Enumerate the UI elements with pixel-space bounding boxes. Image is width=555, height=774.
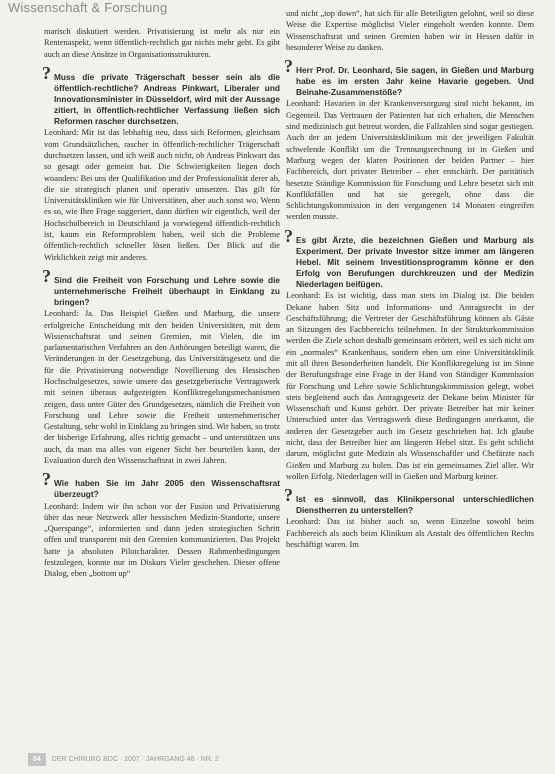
answer-paragraph: Leonhard: Indem wir ihn schon vor der Fusion und Privatisierung über das neue Netzwerk aller hessischen Medizin-Standorte, unsere „Querspange“, informierten und dann jeden strategischen Schritt offen und transparent mit den Gremien kommunizierten. Das Projekt hatte ja absoluten Pilotcharakter. Dessen Rahmenbedingungen festzulegen, konnte nur im Diskurs Vieler geschehen. Dieser offene Dialog, eben „bottom up“ <box>44 501 280 579</box>
page-number: 84 <box>28 753 46 766</box>
answer-paragraph: Leonhard: Es ist wichtig, dass man stets im Dialog ist. Die beiden Dekane haben Sitz und Informations- und Antragsrecht in der Geschäftsführung; die Vertreter der Geschäftsführung können als Gäste an Sitzungen des Fachbereichs teilnehmen. In der Strukturkommission werden die Ziele schon deshalb gemeinsam erörtert, weil es sich nicht um ein „normales“ Krankenhaus, sondern eben um eine Universitätsklinik mit all ihren Besonderheiten handelt. Die Konfliktregelung ist im Sinne der Berufungsfrage eine Frage in der Hand von Ständiger Kommission für Forschung und Lehre sowie Schlichtungskommission gelegt, wobei stets begleitend auch das Antragsgesetz der Dekane beim Minister für Wissenschaft und Kunst gehört. Der private Betreiber hat mir keiner Unterschied unter das Vertragswerk diese Bedingungen anerkannt, die anderen der Gesetzgeber auch im Gesetz geschrieben hat. Ich glaube nicht, dass der Betreiber hier am längeren Hebel sitzt. Es geht schlicht darum, möglichst gute Medizin als Wissenschaftler und Chefärzte nach Gießen und Marburg zu holen. Das ist ein gemeinsames Ziel aller. Wir wollen Erfolg. Niederlagen will in Gießen und Marburg keiner. <box>286 291 534 481</box>
left-column <box>44 26 280 580</box>
interview-question <box>42 62 280 127</box>
paragraph-gap <box>44 263 280 275</box>
question-text: Herr Prof. Dr. Leonhard, Sie sagen, in Gießen und Marburg habe es im ersten Jahr keine Havarie gegeben. Und Beinahe-Zusammenstöße? <box>296 65 534 98</box>
paragraph-gap <box>44 60 280 72</box>
section-title: Wissenschaft & Forschung <box>8 0 168 15</box>
question-mark-icon: ? <box>42 265 51 286</box>
page-footer <box>28 753 219 766</box>
answer-paragraph: Leonhard: Das ist bisher auch so, wenn Einzelne sowohl beim Fachbereich als auch beim Klinikum als Anstalt des öffentlichen Rechts beschäftigt waren. Im <box>286 517 534 550</box>
interview-question <box>284 225 534 290</box>
paragraph-gap <box>44 466 280 478</box>
interview-question <box>284 485 534 516</box>
paragraph-gap <box>286 223 534 235</box>
question-text: Muss die private Trägerschaft besser sein als die öffentlich-rechtliche? Andreas Pinkwart, Liberaler und Innovationsminister in Düsseldorf, wird mit der Aussage zitiert, in öffentlich-rechtlicher Verfassung ließen sich Reformen rascher durchsetzen. <box>54 71 280 127</box>
question-mark-icon: ? <box>284 225 293 246</box>
paragraph-gap <box>286 53 534 65</box>
answer-paragraph: Leonhard: Ja. Das Beispiel Gießen und Marburg, die unsere erfolgreiche Entscheidung mit den beiden Universitäten, mit dem Wissenschaftsrat und seinen Gremien, mit Vielen, die im parlamentarischen Verfahren an den Anhörungen beteiligt waren, die Veränderungen in der Gesetzgebung, das Universitätsgesetz und die für die Privatisierung notwendige Novellierung des Hessischen Hochschulgesetzes, sowie unsere das gesetzgeberische Vertragswerk mit seinen überaus aufgezeigten Konfliktregelungsmechanismen zeigen, dass unter Güter des Grundgesetzes, nämlich die Freiheit von Forschung und Lehre sowie die Freiheit unternehmerischer Gestaltung, sehr wohl in Einklang zu bringen sind. Wir haben, so trotz der bisherige Erfahrung, alles richtig gemacht – und unterstützen uns auch, da man ma alles von eigener Sicht her beurteilen kann, der Evaluation durch den Wissenschaftsrat in zwei Jahren. <box>44 309 280 466</box>
question-mark-icon: ? <box>42 62 51 83</box>
answer-paragraph: marisch diskutiert werden. Privatisierung ist mehr als nur ein Rentenaspekt, wenn öffentlich-rechtlich gar nichts mehr geht. Es gibt auch an diese Ansätze in Organisationsstrukturen. <box>44 27 280 59</box>
question-text: Wie haben Sie im Jahr 2005 den Wissenschaftsrat überzeugt? <box>54 478 280 500</box>
question-mark-icon: ? <box>284 485 293 506</box>
answer-paragraph: Leonhard: Havarien in der Krankenversorgung sind nicht bekannt, im Gegenteil. Das Vertrauen der Patienten hat sich erhalten, die Menschen sind medizinisch gut betreut worden, die Fallzahlen sind sogar gestiegen. Auch der an jedem Universitätsklinikum mit der jeweiligen Fakultät schwelende Konflikt um die Trennungsrechnung ist in Gießen und Marburg wegen der klaren Positionen der beiden Partner – hier Fachbereich, dort privater Betreiber – eher entschärft. Der paritätisch besetzte Ständige Kommission für Forschung und Lehre besetzt sich mit Konfliktfällen und hat sie geregelt, ohne dass die Schlichtungskommission in den vergangenen 14 Monaten eingreifen werden musste. <box>286 99 534 222</box>
question-text: Ist es sinnvoll, das Klinikpersonal unterschiedlichen Dienstherren zu unterstellen? <box>296 494 534 516</box>
question-mark-icon: ? <box>42 469 51 490</box>
answer-paragraph: Leonhard: Mir ist das lebhaftig neu, dass sich Reformen, gleichsam vom Grundsätzlichen, rascher in öffentlich-rechtlicher Trägerschaft durchsetzen lassen, und ich weiß auch nicht, ob Andreas Pinkwart das so gesagt oder gemeint hat. Die Schwierigkeiten liegen doch woanders: Bei uns der Qualifikation und der Professionalität derer ab, die sie strategisch planen und operativ umsetzen. Das gilt für Universitätskliniken wie für Universitäten, aber auch sonst wo. Wenn es so, wie Ihre Frage suggeriert, dann dürften wir eigentlich, weil der Hochschulbereich in Deutschland ja vorwiegend öffentlich-rechtlich ist, kaum ein Reformproblem haben, weil sich die Probleme öffentlich-rechtlich schneller lösen ließen. Der Blick auf die Wirklichkeit zeigt mir anderes. <box>44 128 280 262</box>
answer-paragraph: und nicht „top down“, hat sich für alle Beteiligten gelohnt, weil so diese Weise die Expertise möglichst Vieler eingeholt werden konnte. Dem Wissenschaftsrat und seinen Gremien haben wir in Hessen dafür in besonderer Weise zu danken. <box>286 9 534 52</box>
interview-question <box>284 56 534 98</box>
question-text: Sind die Freiheit von Forschung und Lehre sowie die unternehmerische Freiheit überhaupt in Einklang zu bringen? <box>54 274 280 308</box>
question-text: Es gibt Ärzte, die bezeichnen Gießen und Marburg als Experiment. Der private Investor sitze immer am längeren Hebel. Mit seinem Investitionsprogramm könne er den Erfolg von Berufungen durchkreuzen und der Medizin Niederlagen beifügen. <box>296 234 534 290</box>
interview-question <box>42 265 280 308</box>
footer-text: DER CHIRURG BDC · 2007 · JAHRGANG 46 · NR. 2 <box>51 755 219 763</box>
right-column <box>286 8 534 550</box>
paragraph-gap <box>286 482 534 494</box>
question-mark-icon: ? <box>284 56 293 77</box>
interview-question <box>42 469 280 500</box>
